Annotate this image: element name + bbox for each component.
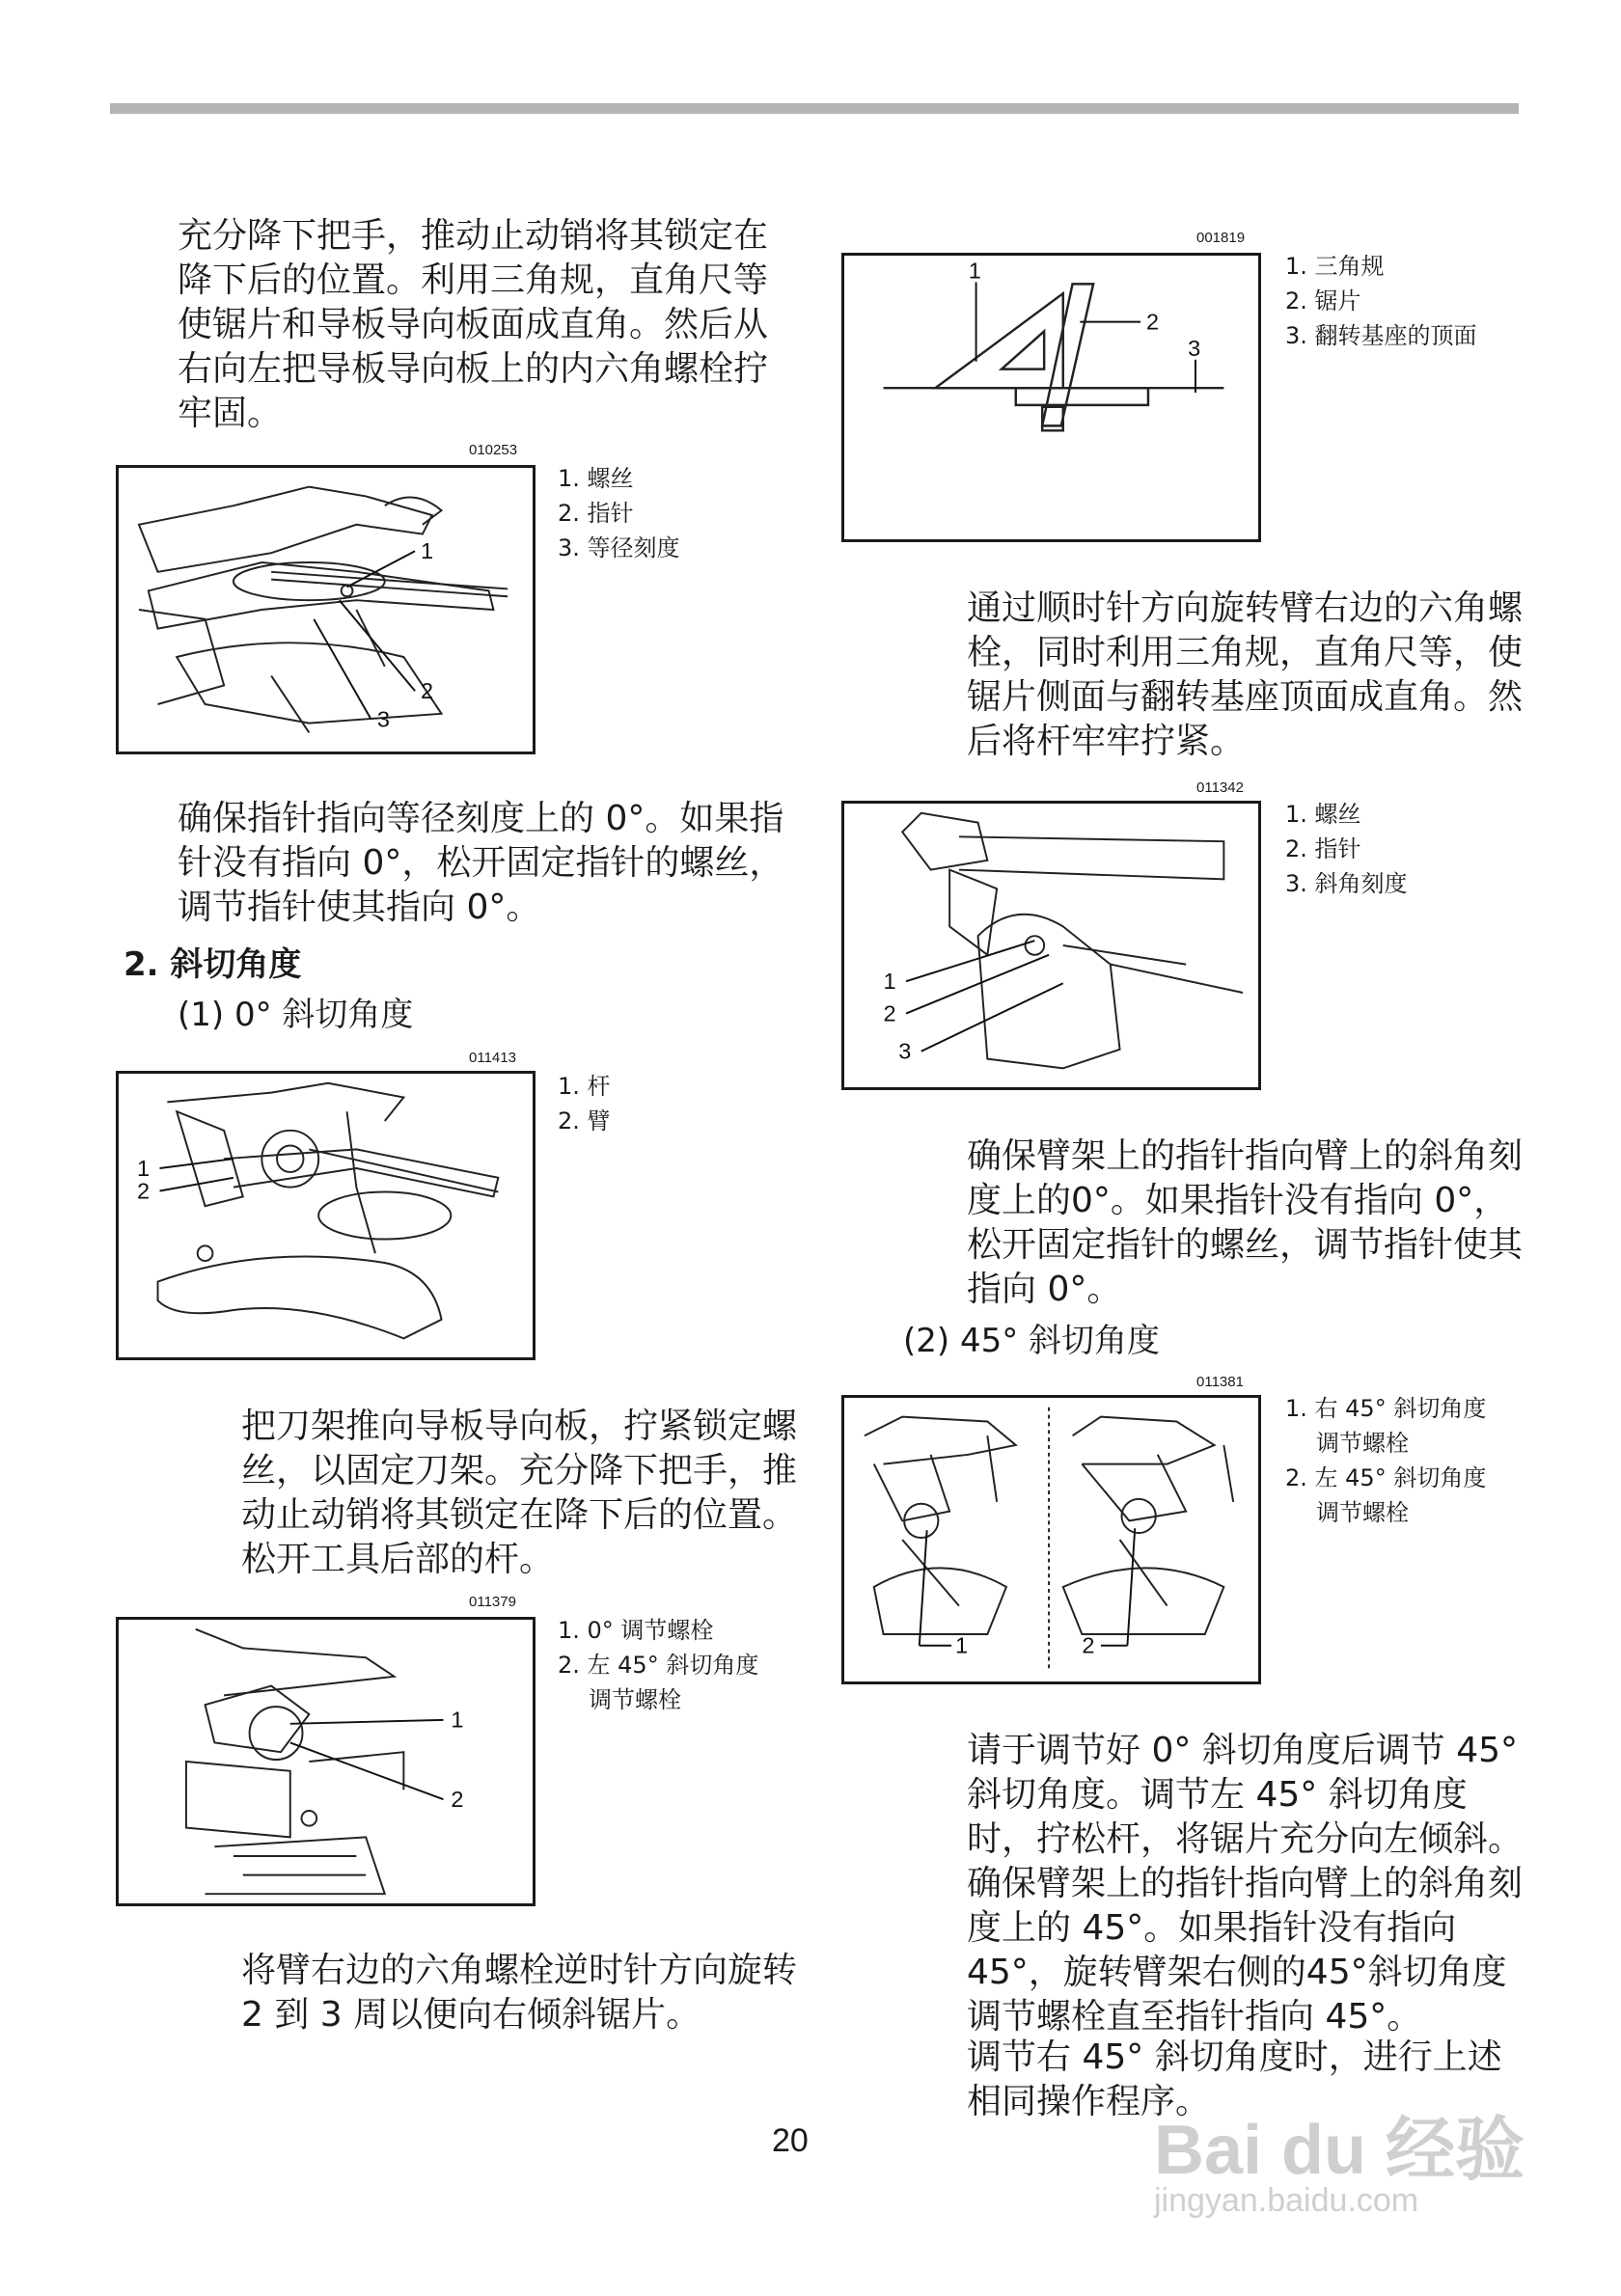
header-rule [110,103,1519,114]
figure-code: 001819 [1196,230,1246,246]
callout-line-1 [290,1720,444,1724]
figure-code: 010253 [469,442,518,458]
figure-legend [558,1069,611,1138]
callout-line-1 [160,1159,234,1168]
callout-label-1: 1 [420,538,434,564]
watermark-url: jingyan.baidu.com [1154,2182,1419,2219]
legend-item: 2. 左 45° 斜切角度 [1285,1464,1487,1491]
callout-line-3 [921,983,1063,1052]
figure-bevel-scale-drawing [844,804,1258,1087]
callout-line-1 [906,941,1034,981]
callout-line-2 [340,600,415,691]
legend-item: 调节螺栓 [1316,1499,1409,1526]
callout-label-1: 1 [968,258,981,284]
callout-label-3: 3 [376,706,391,732]
callout-label-2: 2 [883,1000,896,1026]
callout-label-2: 2 [136,1178,151,1204]
paragraph-square-blade: 通过顺时针方向旋转臂右边的六角螺栓，同时利用三角规，直角尺等，使锯片侧面与翻转基座顶面成直角。然后将杆牢牢拧紧。 [967,588,1524,761]
callout-label-1: 1 [955,1632,969,1658]
figure-45-adjust-bolts [841,1395,1261,1684]
watermark-brand: Bai du 经验 [1154,2112,1525,2189]
paragraph-pointer-check: 确保臂架上的指针指向臂上的斜角刻度上的0°。如果指针没有指向 0°，松开固定指针的螺丝，调节指针使其指向 0°。 [967,1136,1524,1309]
legend-item: 3. 斜角刻度 [1285,870,1408,897]
callout-line-3 [314,619,371,719]
callout-label-2: 2 [1145,309,1160,335]
legend-item: 1. 三角规 [1285,253,1385,280]
figure-45-adjust-bolts-drawing [844,1398,1258,1681]
legend-item: 1. 0° 调节螺栓 [558,1617,714,1644]
figure-legend [1285,797,1408,901]
paragraph-lower-handle: 充分降下把手，推动止动销将其锁定在降下后的位置。利用三角规，直角尺等使锯片和导板导向板面成直角。然后从右向左把导板导向板上的内六角螺栓拧牢固。 [178,216,769,433]
legend-item: 1. 右 45° 斜切角度 [1285,1395,1487,1422]
figure-code: 011379 [469,1594,516,1610]
callout-label-2: 2 [451,1787,464,1813]
callout-label-3: 3 [898,1038,912,1064]
legend-item: 1. 杆 [558,1073,611,1100]
subheading-zero-bevel: (1) 0° 斜切角度 [178,996,414,1034]
callout-line-2 [1127,1528,1135,1646]
legend-item: 3. 等径刻度 [558,534,680,561]
legend-item: 2. 左 45° 斜切角度 [558,1652,759,1679]
paragraph-lock-carriage: 把刀架推向导板导向板，拧紧锁定螺丝，以固定刀架。充分降下把手，推动止动销将其锁定在降下后的位置。松开工具后部的杆。 [241,1407,798,1579]
figure-code: 011381 [1196,1374,1244,1390]
callout-line-2 [290,1742,444,1799]
callout-label-2: 2 [1082,1632,1095,1658]
figure-legend [1285,249,1477,353]
figure-fence-adjust-drawing [119,468,533,752]
legend-item: 调节螺栓 [1316,1430,1409,1457]
callout-label-1: 1 [136,1155,151,1181]
callout-label-1: 1 [883,969,896,995]
figure-code: 011413 [469,1050,516,1066]
figure-legend [1285,1391,1486,1530]
figure-bevel-zero-lever [116,1071,536,1360]
figure-fence-adjust [116,465,536,754]
page-number: 20 [772,2122,809,2159]
figure-triangle-rule-drawing [844,256,1258,539]
callout-label-2: 2 [420,678,434,704]
callout-label-3: 3 [1188,335,1201,361]
paragraph-rotate-bolt: 将臂右边的六角螺栓逆时针方向旋转 2 到 3 周以便向右倾斜锯片。 [241,1951,798,2035]
figure-code: 011342 [1196,779,1244,796]
legend-item: 2. 臂 [558,1107,611,1134]
figure-zero-adjust-bolt-drawing [119,1620,533,1903]
legend-item: 1. 螺丝 [558,465,634,492]
figure-legend [558,1613,758,1717]
paragraph-45-adjust: 请于调节好 0° 斜切角度后调节 45° 斜切角度。调节左 45° 斜切角度时，拧松杆，将锯片充分向左倾斜。确保臂架上的指针指向臂上的斜角刻度上的 45°。如果指针没有指向 45°，旋转臂架右侧的45°斜切角度调节螺栓直至指针指向 45°。 [967,1731,1524,2036]
legend-item: 2. 指针 [1285,835,1361,862]
legend-item: 1. 螺丝 [1285,801,1361,828]
subheading-45-bevel: (2) 45° 斜切角度 [903,1322,1161,1360]
section-heading: 2. 斜切角度 [124,945,302,984]
paragraph-pointer-zero: 确保指针指向等径刻度上的 0°。如果指针没有指向 0°，松开固定指针的螺丝，调节指针使其指向 0°。 [178,799,784,927]
figure-bevel-scale [841,801,1261,1090]
legend-item: 调节螺栓 [589,1686,681,1713]
callout-line-2 [906,955,1049,1014]
figure-legend [558,461,680,565]
figure-triangle-rule [841,253,1261,542]
legend-item: 2. 锯片 [1285,287,1361,314]
callout-label-1: 1 [451,1707,464,1733]
legend-item: 3. 翻转基座的顶面 [1285,322,1477,349]
paragraph-right-45: 调节右 45° 斜切角度时，进行上述相同操作程序。 [967,2037,1502,2121]
figure-zero-adjust-bolt [116,1617,536,1906]
legend-item: 2. 指针 [558,500,634,527]
callout-line-1 [920,1530,927,1646]
figure-bevel-zero-lever-drawing [119,1074,533,1357]
